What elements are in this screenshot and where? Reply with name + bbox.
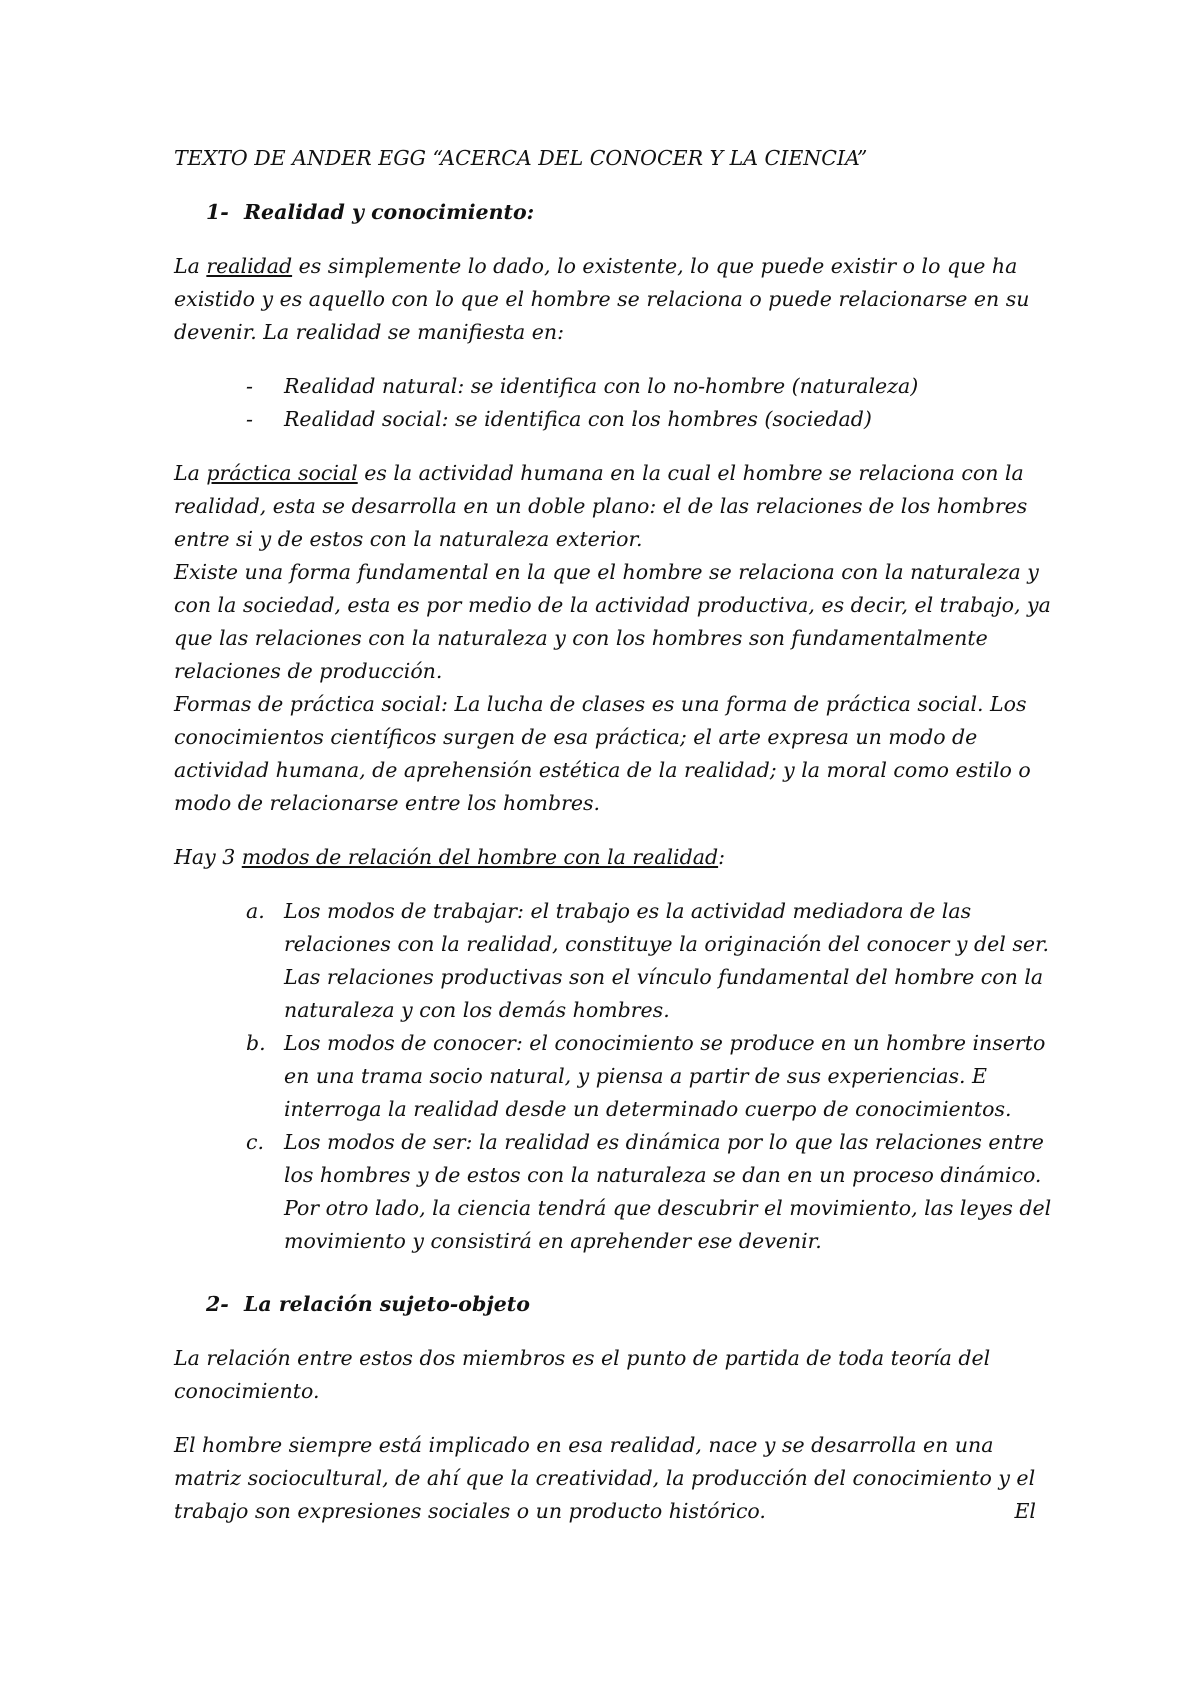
list-marker: a. xyxy=(246,899,265,923)
section-2-heading xyxy=(206,1288,1054,1321)
paragraph-reality-pre: La xyxy=(174,254,207,278)
paragraph-social-practice xyxy=(174,457,1054,556)
paragraph-modes-post: : xyxy=(718,845,726,869)
list-item-text: Realidad social: se identifica con los hombres (sociedad) xyxy=(284,407,872,431)
section-2-number: 2- xyxy=(206,1292,229,1316)
document-title: TEXTO DE ANDER EGG “ACERCA DEL CONOCER Y LA CIENCIA” xyxy=(174,146,868,170)
paragraph-reality-post: es simplemente lo dado, lo existente, lo que puede existir o lo que ha existido y es aquello con lo que el hombre se relaciona o puede relacionarse en su devenir. La realidad se manifiesta en: xyxy=(174,254,1030,344)
list-item-text: Los modos de conocer: el conocimiento se produce en un hombre inserto en una trama socio natural, y piensa a partir de sus experiencias. E interroga la realidad desde un determinado cuerpo de conocimientos. xyxy=(284,1031,1046,1121)
paragraph-modes-pre: Hay 3 xyxy=(174,845,242,869)
list-item xyxy=(174,1126,1054,1258)
paragraph-modes-intro xyxy=(174,841,1054,874)
paragraph-fundamental-form: Existe una forma fundamental en la que el hombre se relaciona con la naturaleza y con la sociedad, esta es por medio de la actividad productiva, es decir, el trabajo, ya que las relaciones con la naturaleza y con los hombres son fundamentalmente relaciones de producción. xyxy=(174,560,1051,683)
modes-list xyxy=(174,895,1054,1258)
document-body xyxy=(174,142,1054,1528)
paragraph-subject-object: La relación entre estos dos miembros es el punto de partida de toda teoría del conocimiento. xyxy=(174,1346,991,1403)
term-realidad: realidad xyxy=(206,254,293,278)
list-item-text: Los modos de trabajar: el trabajo es la actividad mediadora de las relaciones con la realidad, constituye la originación del conocer y del ser. Las relaciones productivas son el vínculo fundamental del hombre con la naturaleza y con los demás hombres. xyxy=(284,899,1050,1022)
section-1-number: 1- xyxy=(206,200,229,224)
term-practica-social: práctica social xyxy=(206,461,358,485)
paragraph-reality xyxy=(174,250,1054,349)
trailing-word: El xyxy=(1014,1499,1036,1523)
list-bullet: - xyxy=(246,407,253,431)
list-item xyxy=(174,370,1054,403)
term-modos-de-relacion: modos de relación del hombre con la realidad xyxy=(241,845,719,869)
paragraph-social-practice-post: es la actividad humana en la cual el hombre se relaciona con la realidad, esta se desarrolla en un doble plano: el de las relaciones de los hombres entre si y de estos con la naturaleza exterior. xyxy=(174,461,1028,551)
list-bullet: - xyxy=(246,374,253,398)
list-marker: c. xyxy=(246,1130,264,1154)
list-item xyxy=(174,403,1054,436)
list-item xyxy=(174,895,1054,1027)
list-item-text: Los modos de ser: la realidad es dinámica por lo que las relaciones entre los hombres y de estos con la naturaleza se dan en un proceso dinámico. Por otro lado, la ciencia tendrá que descubrir el movimiento, las leyes del movimiento y consistirá en aprehender ese devenir. xyxy=(284,1130,1052,1253)
list-item xyxy=(174,1027,1054,1126)
list-marker: b. xyxy=(246,1031,266,1055)
section-1-heading xyxy=(206,196,1054,229)
section-2-title: La relación sujeto-objeto xyxy=(244,1292,530,1316)
paragraph-social-practice-pre: La xyxy=(174,461,207,485)
section-1-title: Realidad y conocimiento: xyxy=(244,200,535,224)
paragraph-forms-of-practice: Formas de práctica social: La lucha de clases es una forma de práctica social. Los conocimientos científicos surgen de esa práctica; el arte expresa un modo de actividad humana, de aprehensión estética de la realidad; y la moral como estilo o modo de relacionarse entre los hombres. xyxy=(174,692,1031,815)
list-item-text: Realidad natural: se identifica con lo no-hombre (naturaleza) xyxy=(284,374,919,398)
paragraph-human-implicated-text: El hombre siempre está implicado en esa realidad, nace y se desarrolla en una matriz sociocultural, de ahí que la creatividad, la producción del conocimiento y el trabajo son expresiones sociales o un producto histórico. xyxy=(174,1433,1036,1523)
reality-types-list xyxy=(174,370,1054,436)
paragraph-human-implicated xyxy=(174,1429,1054,1528)
